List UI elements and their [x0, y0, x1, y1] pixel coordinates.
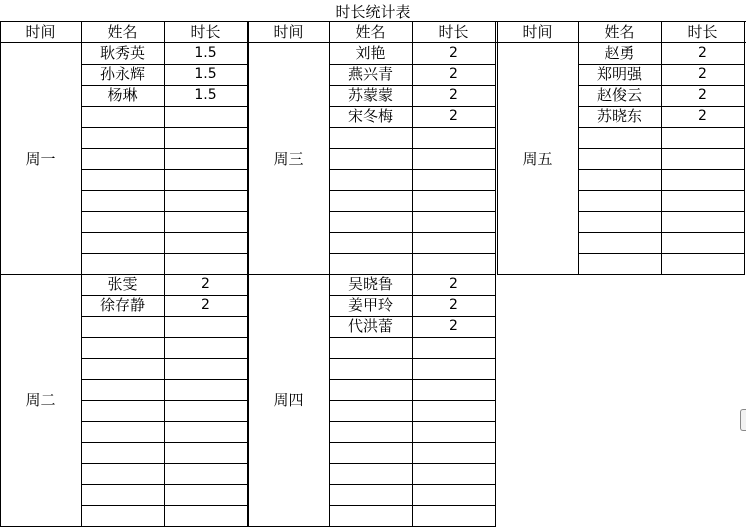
name-cell: 赵俊云: [596, 86, 642, 104]
grid-line: [497, 274, 745, 275]
grid-line: [329, 442, 495, 443]
grid-line: [578, 148, 744, 149]
grid-line: [81, 316, 247, 317]
grid-line: [81, 505, 247, 506]
name-cell: 刘艳: [355, 44, 386, 62]
name-cell: 苏晓东: [596, 107, 642, 125]
grid-line: [329, 421, 495, 422]
grid-line: [329, 253, 495, 254]
grid-line: [329, 190, 495, 191]
name-cell: 宋冬梅: [347, 107, 393, 125]
name-cell: 郑明强: [596, 65, 642, 83]
grid-line: [578, 253, 744, 254]
grid-line: [578, 190, 744, 191]
grid-line: [495, 43, 496, 274]
grid-line: [81, 337, 247, 338]
duration-cell: 1.5: [194, 87, 217, 103]
duration-cell: 2: [698, 87, 707, 103]
header-cell: 时长: [438, 23, 469, 41]
duration-cell: 2: [449, 318, 458, 334]
grid-line: [81, 358, 247, 359]
duration-cell: 1.5: [194, 66, 217, 82]
duration-cell: 2: [449, 66, 458, 82]
grid-line: [329, 358, 495, 359]
grid-line: [329, 21, 330, 42]
grid-line: [329, 337, 495, 338]
grid-line: [329, 211, 495, 212]
grid-line: [578, 21, 579, 42]
name-cell: 姜甲玲: [347, 296, 393, 314]
day-label: 周一: [25, 149, 56, 168]
grid-line: [329, 232, 495, 233]
grid-line: [744, 43, 745, 274]
day-label: 周三: [273, 149, 304, 168]
grid-line: [329, 484, 495, 485]
header-cell: 时长: [190, 23, 221, 41]
header-cell: 时间: [25, 23, 56, 41]
name-cell: 张雯: [107, 275, 138, 293]
grid-line: [81, 253, 247, 254]
grid-line: [81, 379, 247, 380]
duration-cell: 2: [449, 108, 458, 124]
grid-line: [81, 484, 247, 485]
header-cell: 时长: [687, 23, 718, 41]
grid-line: [248, 21, 249, 42]
grid-line: [497, 21, 498, 42]
duration-cell: 2: [698, 45, 707, 61]
day-label: 周二: [25, 391, 56, 409]
grid-line: [81, 211, 247, 212]
header-cell: 姓名: [604, 23, 635, 41]
grid-line: [81, 106, 247, 107]
grid-line: [329, 127, 495, 128]
name-cell: 耿秀英: [99, 44, 145, 62]
name-cell: 孙永辉: [99, 65, 145, 83]
grid-line: [81, 127, 247, 128]
duration-cell: 2: [698, 108, 707, 124]
header-cell: 时间: [522, 23, 553, 41]
grid-line: [495, 21, 496, 42]
header-cell: 姓名: [107, 23, 138, 41]
grid-line: [81, 21, 82, 42]
name-cell: 赵勇: [604, 44, 635, 62]
grid-line: [578, 127, 744, 128]
name-cell: 苏蒙蒙: [347, 86, 393, 104]
grid-line: [164, 21, 165, 42]
grid-line: [329, 148, 495, 149]
grid-line: [495, 274, 496, 526]
duration-cell: 2: [449, 276, 458, 292]
grid-line: [81, 169, 247, 170]
grid-line: [81, 190, 247, 191]
grid-line: [81, 232, 247, 233]
grid-line: [329, 400, 495, 401]
name-cell: 燕兴青: [347, 65, 393, 83]
grid-line: [81, 442, 247, 443]
grid-line: [81, 148, 247, 149]
header-cell: 姓名: [355, 23, 386, 41]
duration-cell: 2: [449, 87, 458, 103]
header-cell: 时间: [273, 23, 304, 41]
grid-line: [744, 21, 745, 42]
grid-line: [661, 21, 662, 42]
day-label: 周四: [273, 391, 304, 409]
duration-cell: 2: [449, 45, 458, 61]
grid-line: [81, 400, 247, 401]
grid-line: [0, 21, 1, 42]
duration-cell: 2: [449, 297, 458, 313]
duration-cell: 2: [698, 66, 707, 82]
grid-line: [81, 463, 247, 464]
name-cell: 代洪蕾: [347, 317, 393, 335]
day-label: 周五: [522, 149, 553, 168]
grid-line: [329, 169, 495, 170]
name-cell: 徐存静: [99, 296, 145, 314]
grid-line: [578, 232, 744, 233]
grid-line: [329, 505, 495, 506]
grid-line: [578, 211, 744, 212]
duration-cell: 1.5: [194, 45, 217, 61]
scroll-handle[interactable]: [740, 409, 746, 431]
grid-line: [578, 169, 744, 170]
name-cell: 吴晓鲁: [347, 275, 393, 293]
grid-line: [412, 21, 413, 42]
grid-line: [329, 379, 495, 380]
duration-cell: 2: [201, 276, 210, 292]
name-cell: 杨琳: [107, 86, 138, 104]
grid-line: [329, 463, 495, 464]
table-title: 时长统计表: [335, 3, 411, 21]
grid-line: [81, 421, 247, 422]
duration-cell: 2: [201, 297, 210, 313]
